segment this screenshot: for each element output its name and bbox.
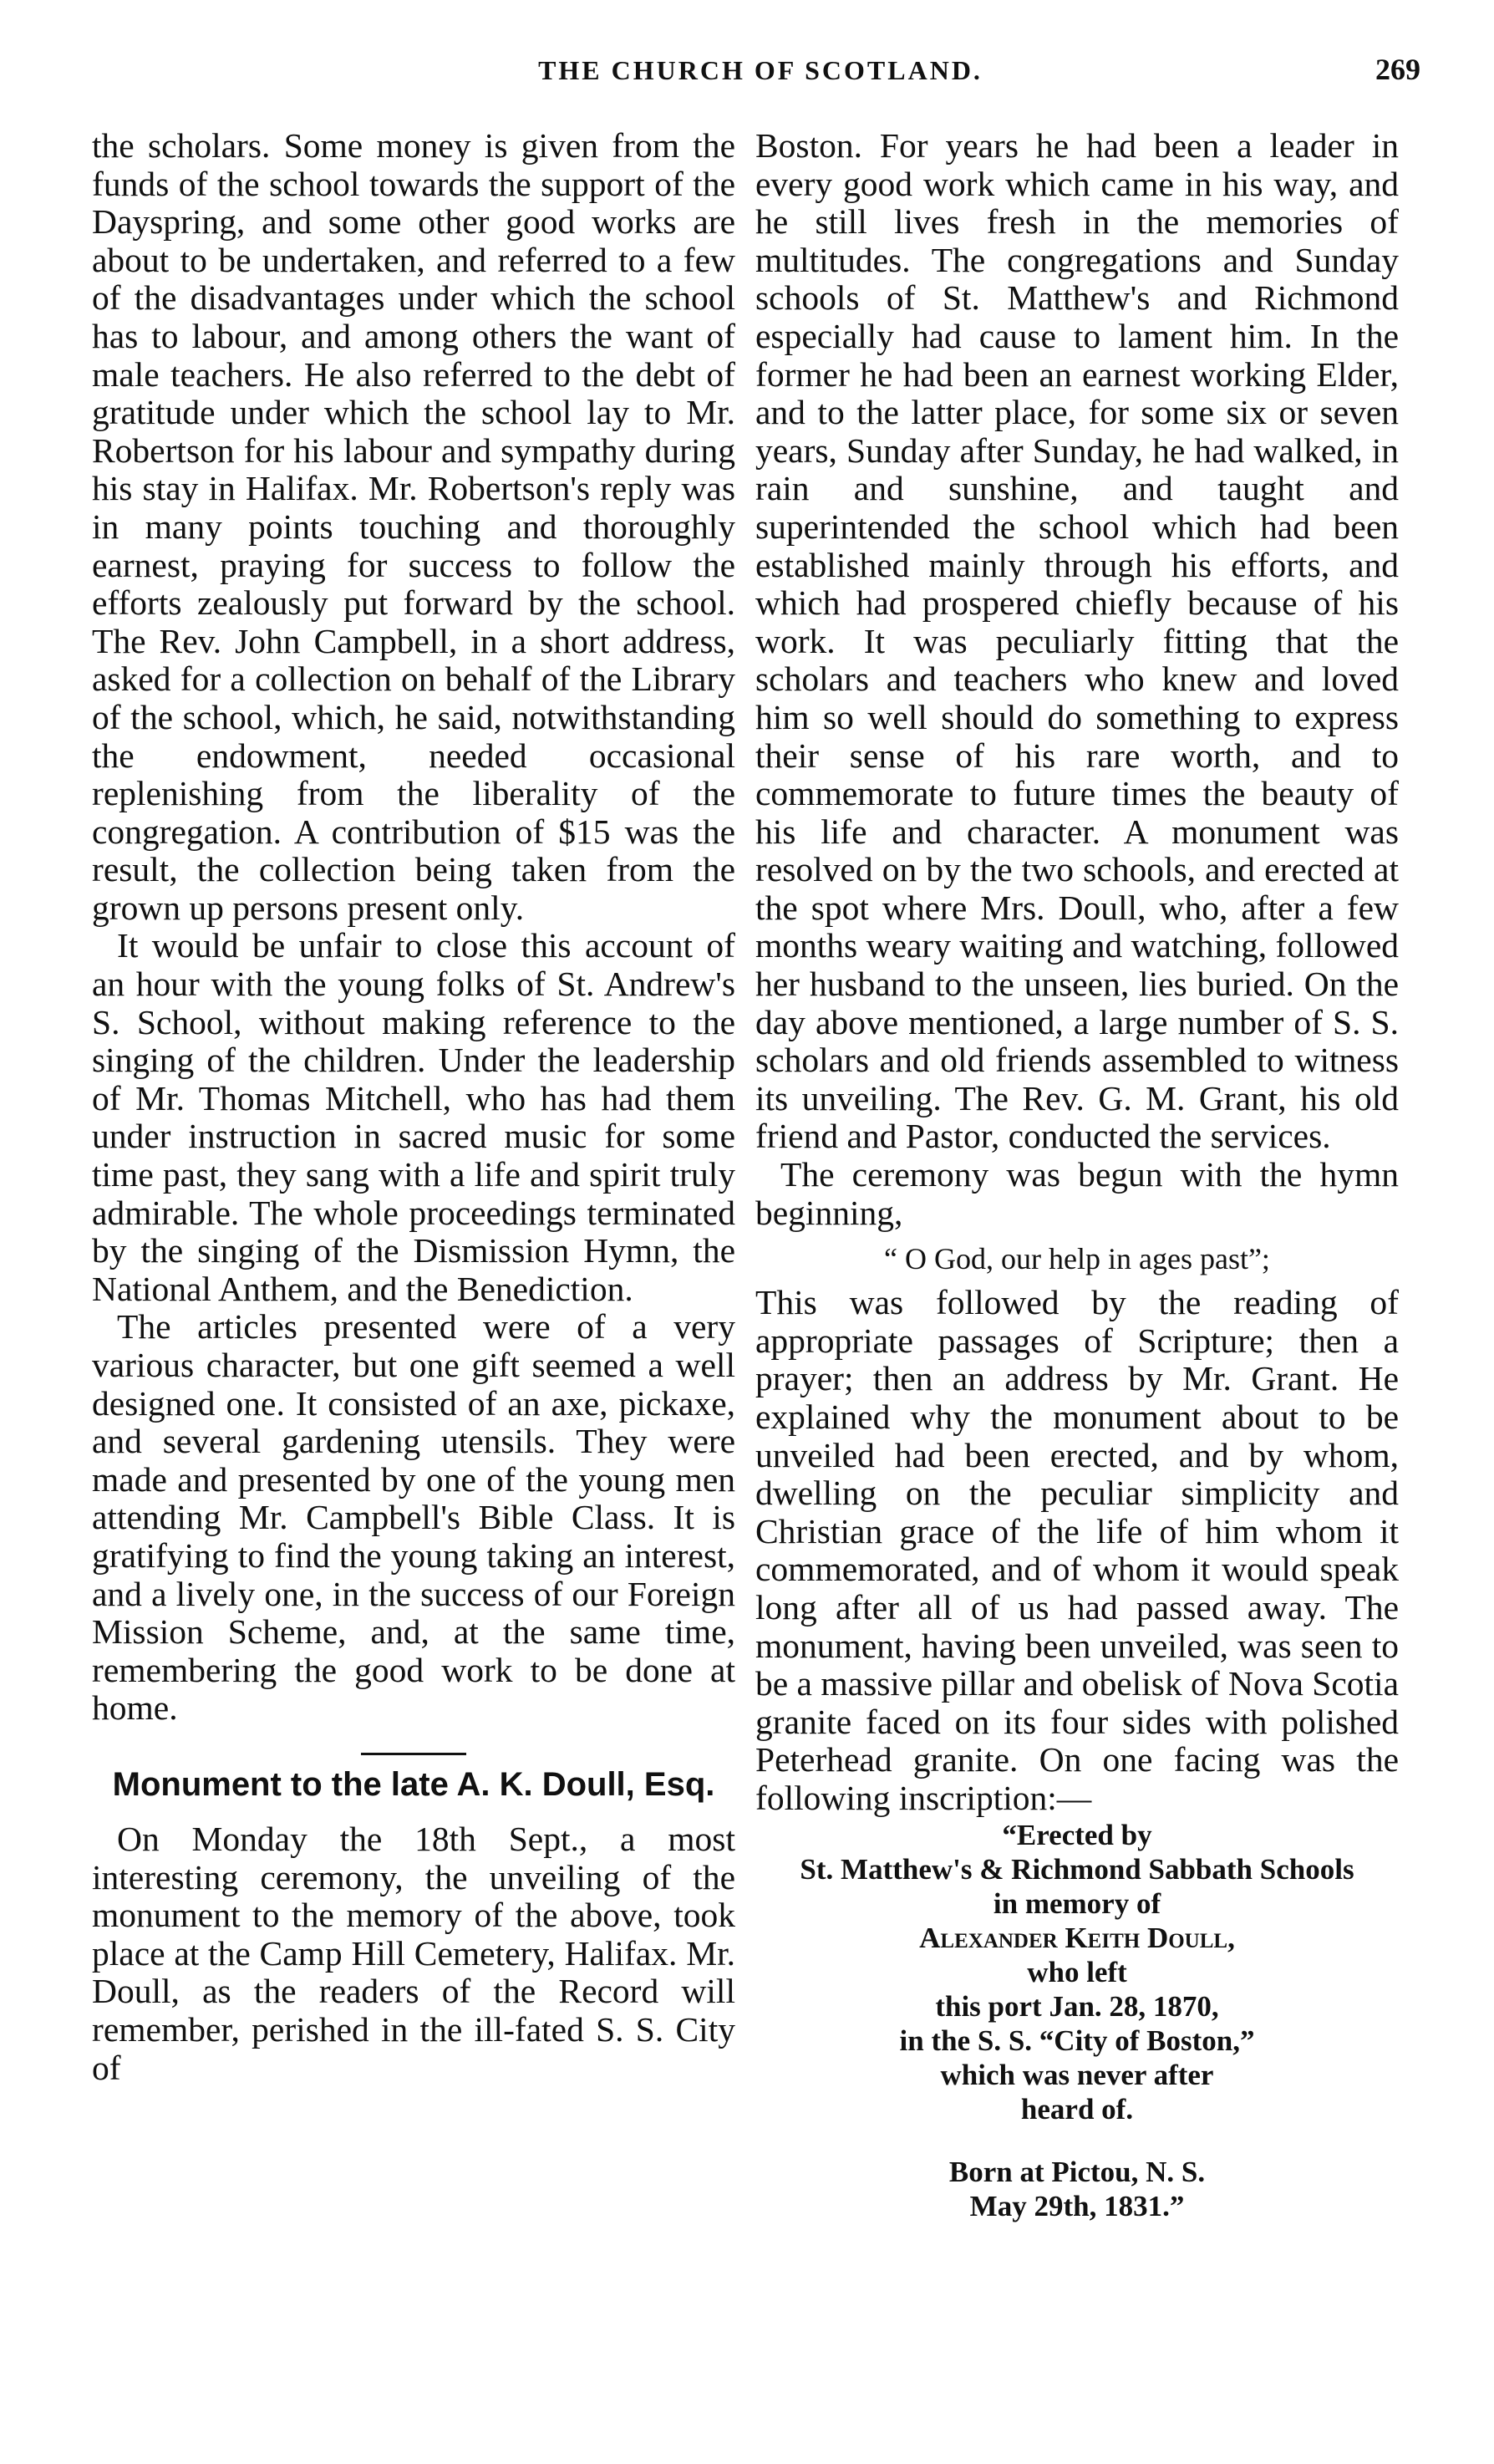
inscription-line: May 29th, 1831.” (969, 2189, 1185, 2222)
inscription-line: in memory of (993, 1886, 1161, 1920)
right-column (755, 127, 1399, 2223)
running-title: THE CHURCH OF SCOTLAND. (538, 55, 983, 85)
inscription-gap (755, 2126, 1399, 2155)
left-column (92, 127, 735, 2087)
paragraph: Boston. For years he had been a leader in every good work which came in his way, and he still lives fresh in the memories of multitudes. The congregations and Sunday schools of St. Matthew's and Richmond especially had cause to lament him. In the former he had been an earnest working Elder, and to the latter place, for some six or seven years, Sunday after Sunday, he had walked, in rain and sunshine, and taught and superintended the school which had been established mainly through his efforts, and which had prospered chiefly because of his work. It was peculiarly fitting that the scholars and teachers who knew and loved him so well should do something to express their sense of his rare worth, and to commemorate to future times the beauty of his life and character. A monument was resolved on by the two schools, and erected at the spot where Mrs. Doull, who, after a few months weary waiting and watching, followed her husband to the unseen, lies buried. On the day above mentioned, a large number of S. S. scholars and old friends assembled to witness its unveiling. The Rev. G. M. Grant, his old friend and Pastor, conducted the services. (755, 126, 1399, 1156)
section-heading: Monument to the late A. K. Doull, Esq. (112, 1765, 715, 1803)
paragraph: On Monday the 18th Sept., a most interesting ceremony, the unveiling of the monument to the memory of the above, took place at the Camp Hill Cemetery, Halifax. Mr. Doull, as the readers of the Record will remember, perished in the ill-fated S. S. City of (92, 1819, 735, 2087)
inscription-line: who left (1027, 1955, 1127, 1988)
inscription-line: heard of. (1020, 2092, 1134, 2125)
hymn-quote: “ O God, our help in ages past”; (884, 1242, 1270, 1276)
paragraph: The ceremony was begun with the hymn beginning, (755, 1155, 1399, 1232)
paragraph: The articles presented were of a very various character, but one gift seemed a well designed one. It consisted of an axe, pickaxe, and several gardening utensils. They were made and presented by one of the young men attending Mr. Campbell's Bible Class. It is gratifying to find the young taking an interest, and a lively one, in the success of our Foreign Mission Scheme, and, at the same time, remembering the good work to be done at home. (92, 1307, 735, 1728)
inscription-line: St. Matthew's & Richmond Sabbath Schools (800, 1852, 1354, 1886)
inscription-line: which was never after (940, 2058, 1214, 2091)
monument-inscription (755, 1818, 1399, 2223)
inscription-line: this port Jan. 28, 1870, (935, 1989, 1219, 2023)
inscription-line: Alexander Keith Doull, (919, 1921, 1235, 1954)
inscription-line: Born at Pictou, N. S. (948, 2155, 1206, 2188)
page-number: 269 (1375, 53, 1420, 86)
section-divider (361, 1753, 466, 1755)
inscription-line: in the S. S. “City of Boston,” (899, 2024, 1255, 2057)
inscription-line: “Erected by (1002, 1818, 1152, 1851)
paragraph: It would be unfair to close this account of an hour with the young folks of St. Andrew's S. School, without making reference to the singing of the children. Under the leadership of Mr. Thomas Mitchell, who has had them under instruction in sacred music for some time past, they sang with a life and spirit truly admirable. The whole proceedings terminated by the singing of the Dismission Hymn, the National Anthem, and the Benediction. (92, 926, 735, 1308)
paragraph: the scholars. Some money is given from the funds of the school towards the support of the Dayspring, and some other good works are about to be undertaken, and referred to a few of the disadvantages under which the school has to labour, and among others the want of male teachers. He also referred to the debt of gratitude under which the school lay to Mr. Robertson for his labour and sympathy during his stay in Halifax. Mr. Robertson's reply was in many points touching and thoroughly earnest, praying for success to follow the efforts zealously put forward by the school. The Rev. John Campbell, in a short address, asked for a collection on behalf of the Library of the school, which, he said, notwithstanding the endowment, needed occasional replenishing from the liberality of the congregation. A contribution of $15 was the result, the collection being taken from the grown up persons present only. (92, 126, 735, 927)
paragraph: This was followed by the reading of appropriate passages of Scripture; then a prayer; then an address by Mr. Grant. He explained why the monument about to be unveiled had been erected, and by whom, dwelling on the peculiar simplicity and Christian grace of the life of him whom it commemorated, and of whom it would speak long after all of us had passed away. The monument, having been unveiled, was seen to be a massive pillar and obelisk of Nova Scotia granite faced on its four sides with polished Peterhead granite. On one facing was the following inscription:— (755, 1283, 1399, 1817)
page-header (100, 48, 1420, 99)
